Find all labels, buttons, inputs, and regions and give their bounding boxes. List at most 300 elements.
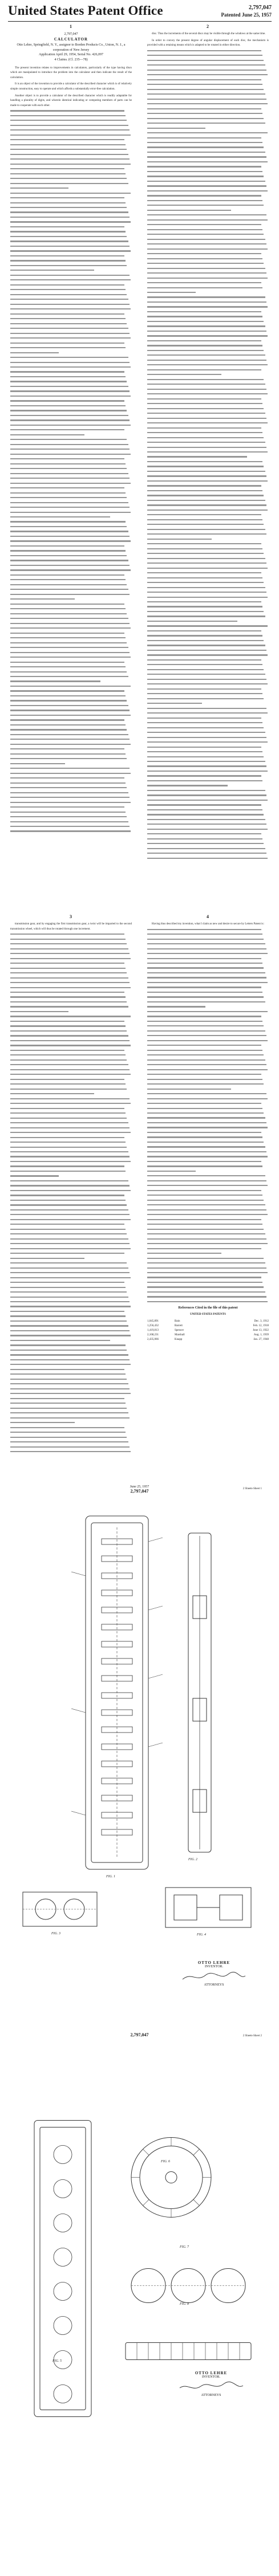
- inventor-signature-block: [171, 1960, 257, 1987]
- text-line: [10, 1437, 127, 1438]
- fig2-side-view: [188, 1533, 211, 1852]
- text-line: [10, 221, 131, 222]
- text-line: [147, 103, 268, 104]
- text-line: [10, 1408, 127, 1409]
- text-line: [10, 555, 127, 556]
- text-line: [10, 1412, 128, 1413]
- text-line: [10, 739, 130, 740]
- text-line: [10, 449, 130, 450]
- text-line: [10, 1238, 128, 1240]
- text-block: [147, 50, 269, 859]
- patent-page-2: [0, 912, 279, 1482]
- text-line: [10, 193, 131, 194]
- text-line: [10, 1262, 127, 1263]
- text-line: [147, 597, 268, 598]
- body-paragraph: In order to convey the present degree of angular displacement of each disc, the mechanism is provided with a retaining means which is adapted to be rotated in either direction.: [147, 39, 269, 47]
- text-line: [147, 804, 261, 805]
- text-line: [147, 1277, 261, 1278]
- text-line: [147, 335, 268, 336]
- text-line: [147, 296, 265, 297]
- text-line: [10, 270, 94, 271]
- text-line: [10, 313, 124, 315]
- text-line: [10, 260, 126, 261]
- text-line: [10, 777, 124, 778]
- text-line: [147, 142, 262, 143]
- text-line: [10, 304, 130, 305]
- text-line: [147, 929, 261, 930]
- text-line: [147, 539, 212, 540]
- text-line: [10, 953, 130, 954]
- front-header: [10, 32, 132, 63]
- text-line: [10, 1350, 127, 1351]
- text-line: [10, 816, 127, 817]
- text-line: [10, 1195, 124, 1196]
- text-line: [147, 1093, 266, 1094]
- text-line: [10, 463, 126, 464]
- text-line: [147, 794, 266, 796]
- text-line: [10, 1354, 128, 1355]
- text-line: [147, 1243, 268, 1244]
- text-line: [147, 718, 261, 719]
- text-line: [147, 437, 264, 438]
- text-line: [147, 475, 266, 476]
- text-line: [147, 756, 264, 757]
- text-line: [10, 1112, 126, 1114]
- text-line: [147, 650, 266, 651]
- text-line: [147, 224, 261, 225]
- text-line: [147, 89, 264, 90]
- text-line: [10, 1258, 84, 1259]
- text-line: [10, 1030, 127, 1032]
- text-line: [147, 996, 264, 997]
- text-line: [10, 787, 127, 788]
- text-line: [147, 1040, 268, 1041]
- text-line: [10, 284, 124, 286]
- text-line: [147, 1025, 264, 1026]
- text-line: [10, 1122, 128, 1123]
- reference-date: Feb. 12, 1918: [253, 1324, 269, 1327]
- text-line: [147, 703, 202, 704]
- text-line: [147, 306, 268, 307]
- text-line: [10, 1137, 124, 1138]
- text-line: [10, 1108, 124, 1109]
- text-line: [147, 1035, 266, 1036]
- text-line: [10, 1147, 127, 1148]
- text-line: [147, 1224, 262, 1225]
- text-line: [10, 705, 128, 706]
- text-line: [10, 1403, 126, 1404]
- text-line: [10, 226, 124, 227]
- attorney-label: ATTORNEYS: [204, 1983, 224, 1987]
- text-line: [10, 982, 130, 983]
- reference-number: 2,435,066: [147, 1338, 159, 1341]
- text-line: [10, 125, 128, 126]
- text-line: [147, 239, 265, 240]
- text-line: [10, 560, 128, 561]
- inventor-name: OTTO LEHRE: [195, 2371, 228, 2375]
- text-line: [10, 830, 131, 832]
- text-line: [10, 236, 127, 237]
- text-line: [10, 1103, 131, 1104]
- text-line: [147, 93, 265, 95]
- text-line: [10, 134, 131, 136]
- text-line: [147, 683, 268, 684]
- text-line: [10, 608, 126, 609]
- text-line: [147, 1185, 268, 1186]
- text-line: [147, 1190, 261, 1191]
- text-line: [147, 152, 265, 153]
- text-line: [10, 1277, 131, 1278]
- text-line: [10, 1040, 130, 1041]
- text-line: [147, 747, 261, 748]
- text-line: [10, 1165, 124, 1167]
- text-line: [10, 211, 128, 213]
- text-line: [10, 1006, 128, 1007]
- text-line: [147, 99, 266, 100]
- text-line: [147, 1001, 265, 1002]
- drawing-sheet-2-figures: [0, 2029, 279, 2576]
- text-line: [10, 598, 75, 600]
- text-line: [147, 814, 264, 815]
- text-line: [147, 461, 262, 462]
- text-line: [10, 690, 124, 691]
- text-line: [10, 183, 128, 184]
- attorney-signature: [180, 1971, 248, 1983]
- text-line: [10, 164, 131, 165]
- text-line: [10, 715, 131, 716]
- text-line: [147, 480, 268, 482]
- text-line: [10, 400, 124, 401]
- text-line: [147, 1054, 264, 1055]
- text-line: [10, 405, 126, 406]
- text-line: [147, 171, 262, 172]
- text-line: [10, 686, 131, 687]
- text-line: [147, 1079, 262, 1080]
- text-line: [147, 229, 262, 230]
- text-line: [147, 360, 266, 361]
- text-line: [10, 250, 131, 251]
- column-3: [10, 922, 132, 1456]
- text-line: [147, 943, 265, 944]
- text-line: [147, 403, 262, 404]
- text-line: [147, 1074, 261, 1075]
- text-line: [10, 943, 127, 944]
- text-line: [10, 996, 126, 997]
- patent-date: Patented June 25, 1957: [221, 12, 272, 18]
- references-title: References Cited in the file of this patent: [178, 1306, 238, 1310]
- text-line: [10, 680, 100, 682]
- text-line: [147, 824, 266, 825]
- text-line: [10, 1045, 131, 1046]
- text-line: [147, 55, 262, 56]
- text-line: [147, 234, 264, 235]
- text-line: [147, 447, 266, 448]
- text-line: [10, 1398, 124, 1399]
- text-line: [147, 775, 261, 776]
- text-line: [147, 659, 261, 661]
- text-line: [10, 129, 130, 131]
- text-line: [147, 640, 264, 641]
- text-line: [147, 645, 265, 646]
- text-line: [10, 1089, 127, 1090]
- text-line: [10, 521, 126, 522]
- text-line: [147, 137, 261, 138]
- text-line: [147, 176, 264, 177]
- text-line: [147, 181, 265, 182]
- text-line: [147, 674, 265, 675]
- text-line: [10, 652, 130, 653]
- text-line: [147, 1267, 266, 1269]
- text-line: [147, 379, 264, 380]
- reference-number: 1,256,432: [147, 1324, 159, 1327]
- text-line: [10, 1016, 131, 1017]
- text-line: [10, 1315, 126, 1316]
- column-number: 1: [70, 24, 72, 29]
- body-paragraph: It is an object of the invention to provide a calculator of the described character which is of relatively simple construction, easy to operate and which affords a substantially error-free calculation.: [10, 83, 132, 91]
- text-line: [10, 444, 128, 445]
- text-line: [10, 468, 127, 469]
- claims-line: 4 Claims. (Cl. 235—78): [54, 58, 88, 62]
- text-line: [147, 577, 262, 578]
- text-line: [147, 635, 262, 636]
- text-line: [10, 279, 131, 280]
- text-line: [147, 1142, 264, 1143]
- text-line: [147, 1045, 261, 1046]
- text-line: [147, 712, 268, 714]
- text-line: [147, 934, 262, 935]
- figure-label: FIG. 6: [161, 2160, 170, 2163]
- text-line: [147, 292, 196, 293]
- text-line: [10, 371, 124, 372]
- text-line: [10, 512, 131, 513]
- text-line: [147, 732, 265, 733]
- column-1: [10, 32, 132, 835]
- text-line: [147, 340, 261, 341]
- text-line: [10, 188, 68, 189]
- text-line: [147, 1214, 268, 1215]
- text-line: [147, 519, 262, 520]
- text-line: [147, 1146, 265, 1147]
- text-line: [10, 1224, 124, 1225]
- text-line: [10, 473, 128, 474]
- text-line: [147, 1175, 265, 1176]
- text-line: [10, 1359, 130, 1360]
- text-line: [147, 263, 264, 264]
- text-line: [10, 158, 130, 160]
- text-line: [147, 50, 261, 51]
- text-line: [10, 565, 130, 566]
- text-line: [10, 289, 126, 290]
- reference-name: Barrett: [175, 1324, 183, 1327]
- text-line: [10, 1083, 126, 1085]
- text-line: [10, 1364, 131, 1365]
- text-line: [147, 253, 261, 254]
- text-line: [147, 982, 268, 983]
- text-line: [147, 688, 261, 690]
- text-line: [147, 132, 268, 133]
- text-line: [10, 1050, 124, 1051]
- text-line: [10, 434, 84, 435]
- reference-row: [147, 1319, 269, 1324]
- text-line: [10, 1243, 130, 1244]
- text-line: [10, 710, 130, 711]
- text-line: [10, 207, 127, 208]
- text-line: [147, 1156, 268, 1157]
- text-line: [10, 458, 124, 459]
- text-line: [147, 1006, 205, 1007]
- text-line: [147, 466, 264, 467]
- text-line: [10, 483, 131, 484]
- text-line: [10, 294, 127, 295]
- text-line: [147, 693, 262, 694]
- references-list: [147, 1319, 269, 1342]
- text-line: [10, 1021, 124, 1022]
- text-line: [147, 70, 266, 71]
- text-line: [147, 442, 265, 443]
- text-line: [147, 1209, 266, 1210]
- text-line: [147, 669, 264, 670]
- text-line: [10, 768, 130, 769]
- text-line: [147, 432, 262, 433]
- text-line: [147, 1117, 265, 1118]
- text-line: [10, 347, 126, 348]
- text-line: [147, 1098, 268, 1099]
- text-line: [147, 543, 261, 544]
- text-line: [10, 1001, 127, 1002]
- fig8-rack: [126, 2343, 251, 2360]
- text-line: [147, 992, 262, 993]
- sheet-patent-number: 2,797,047: [130, 2032, 149, 2037]
- text-line: [147, 1016, 261, 1017]
- text-line: [10, 1132, 131, 1133]
- text-line: [10, 647, 128, 648]
- inventor-label: INVENTOR.: [204, 1965, 224, 1968]
- text-line: [10, 700, 127, 701]
- text-line: [147, 853, 266, 854]
- text-line: [147, 345, 262, 346]
- text-line: [10, 217, 130, 218]
- text-line: [147, 948, 266, 949]
- text-line: [10, 958, 131, 959]
- text-line: [147, 572, 261, 573]
- text-line: [10, 1118, 127, 1119]
- text-line: [10, 1369, 124, 1370]
- text-line: [147, 751, 262, 752]
- text-line: [10, 168, 124, 169]
- column-number: 4: [207, 914, 209, 919]
- sheet-patent-number: 2,797,047: [130, 1489, 149, 1494]
- text-line: [10, 299, 128, 300]
- text-line: [147, 316, 262, 317]
- figure-label: FIG. 2: [188, 1858, 197, 1861]
- sheet-count: 2 Sheets-Sheet 2: [242, 2035, 262, 2037]
- reference-number: 1,045,891: [147, 1319, 159, 1323]
- text-line: [147, 939, 264, 940]
- text-line: [10, 574, 124, 576]
- inventor-line: Otto Lehre, Springfield, N. Y., assignor to Borden Products Co., Union, N. J., a corporation of New Jersey: [17, 43, 126, 52]
- text-line: [147, 809, 262, 810]
- text-line: [147, 490, 262, 491]
- text-line: [147, 510, 268, 511]
- body-paragraph: disc. Thus the increments of the several discs may be visible through the windows at the same time.: [152, 32, 266, 35]
- column-number: 2: [207, 24, 209, 29]
- text-line: [10, 492, 126, 494]
- text-line: [10, 618, 128, 619]
- text-line: [10, 197, 124, 198]
- text-line: [10, 579, 126, 580]
- text-line: [147, 471, 265, 472]
- sheet-date: June 25, 1957: [130, 1485, 149, 1489]
- text-line: [147, 398, 261, 400]
- drawing-sheet-2: [0, 2029, 279, 2450]
- text-line: [10, 1287, 126, 1288]
- text-line: [10, 666, 126, 667]
- text-line: [10, 734, 128, 735]
- text-line: [147, 456, 247, 457]
- text-line: [10, 782, 126, 784]
- reference-date: June 13, 1922: [253, 1328, 269, 1332]
- text-line: [147, 413, 265, 414]
- text-line: [147, 722, 262, 723]
- attorney-signature: [177, 2381, 245, 2394]
- text-line: [147, 630, 261, 631]
- text-line: [147, 205, 264, 206]
- text-block: [10, 110, 132, 832]
- text-line: [10, 1011, 68, 1012]
- reference-row: [147, 1328, 269, 1333]
- text-line: [147, 1108, 262, 1109]
- text-line: [147, 780, 262, 781]
- invention-title: CALCULATOR: [54, 36, 88, 42]
- text-line: [10, 642, 127, 643]
- text-line: [147, 1089, 231, 1090]
- text-line: [147, 838, 262, 839]
- text-line: [10, 1151, 128, 1152]
- text-line: [147, 1272, 268, 1273]
- text-line: [10, 366, 131, 368]
- text-line: [10, 633, 124, 634]
- text-line: [147, 118, 264, 119]
- text-line: [10, 1335, 131, 1336]
- text-line: [10, 1214, 130, 1215]
- figure-label: FIG. 4: [197, 1933, 206, 1937]
- text-line: [10, 1297, 128, 1298]
- references-cited: [147, 1306, 269, 1342]
- reference-row: [147, 1338, 269, 1342]
- reference-number: 2,168,231: [147, 1333, 159, 1336]
- text-line: [10, 362, 130, 363]
- text-line: [10, 1272, 130, 1273]
- text-line: [147, 1233, 265, 1234]
- text-line: [10, 589, 128, 590]
- text-line: [10, 343, 124, 344]
- text-line: [10, 569, 131, 570]
- text-line: [10, 671, 127, 672]
- text-line: [10, 497, 127, 498]
- text-line: [147, 529, 265, 530]
- text-line: [147, 1301, 268, 1302]
- text-line: [147, 606, 262, 607]
- text-line: [147, 1171, 196, 1172]
- text-line: [10, 323, 127, 324]
- text-line: [147, 611, 264, 612]
- text-line: [10, 1059, 127, 1061]
- text-line: [147, 679, 266, 680]
- text-line: [10, 516, 110, 517]
- text-line: [147, 384, 265, 385]
- text-line: [147, 451, 268, 453]
- text-line: [147, 1258, 264, 1259]
